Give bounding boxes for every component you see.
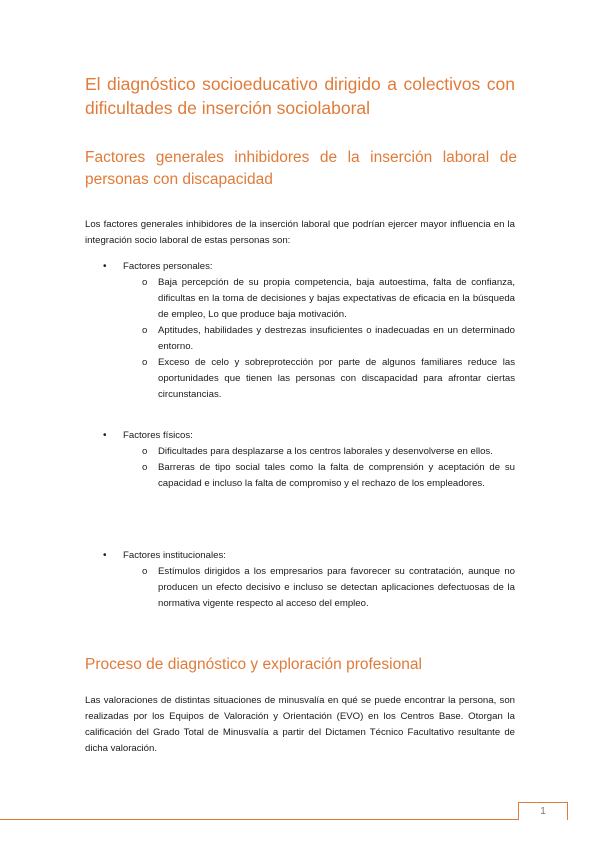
list-item-text: Baja percepción de su propia competencia, baja autoestima, falta de confianza, dificultas en la toma de decisiones y bajas expectativas de eficacia en la búsqueda de empleo, Lo que produce baja motivación. — [158, 277, 515, 320]
sub-bullet-marker: o — [142, 277, 148, 288]
category-label: Factores personales: — [123, 261, 213, 272]
list-item — [85, 444, 515, 460]
section-heading-proceso: Proceso de diagnóstico y exploración profesional — [85, 656, 422, 673]
section-heading-factores: Factores generales inhibidores de la inserción laboral de personas con discapacidad — [85, 149, 517, 188]
sub-bullet-marker: o — [142, 446, 148, 457]
sub-item-list — [85, 444, 515, 492]
list-item-text: Barreras de tipo social tales como la falta de comprensión y aceptación de su capacidad e incluso la falta de compromiso y el rechazo de los empleadores. — [158, 462, 515, 489]
intro-paragraph: Los factores generales inhibidores de la inserción laboral que podrían ejercer mayor influencia en la integración socio laboral de estas personas son: — [85, 219, 515, 246]
list-item — [85, 460, 515, 492]
category-personales — [85, 259, 515, 403]
list-item — [85, 355, 515, 403]
bullet-marker: • — [103, 550, 107, 561]
document-title: El diagnóstico socioeducativo dirigido a colectivos con dificultades de inserción sociolaboral — [85, 74, 515, 118]
category-label: Factores institucionales: — [123, 550, 226, 561]
sub-bullet-marker: o — [142, 325, 148, 336]
category-label: Factores físicos: — [123, 430, 193, 441]
list-item — [85, 275, 515, 323]
sub-bullet-marker: o — [142, 566, 148, 577]
list-item — [85, 323, 515, 355]
list-item-text: Aptitudes, habilidades y destrezas insuficientes o inadecuadas en un determinado entorno. — [158, 325, 515, 352]
sub-bullet-marker: o — [142, 462, 148, 473]
sub-item-list — [85, 564, 515, 612]
sub-item-list — [85, 275, 515, 403]
bullet-marker: • — [103, 261, 107, 272]
category-institucionales — [85, 548, 515, 612]
page-number: 1 — [540, 806, 546, 817]
list-item-text: Dificultades para desplazarse a los centros laborales y desenvolverse en ellos. — [158, 446, 493, 457]
category-fisicos — [85, 428, 515, 492]
body-paragraph: Las valoraciones de distintas situaciones de minusvalía en qué se puede encontrar la persona, son realizadas por los Equipos de Valoración y Orientación (EVO) en los Centros Base. Otorgan la calificación del Grado Total de Minusvalía a partir del Dictamen Técnico Facultativo resultante de dicha valoración. — [85, 695, 515, 754]
list-item-text: Estímulos dirigidos a los empresarios para favorecer su contratación, aunque no producen un efecto decisivo e incluso se detectan aplicaciones defectuosas de la normativa vigente respecto al acceso del empleo. — [158, 566, 515, 609]
list-item — [85, 564, 515, 612]
sub-bullet-marker: o — [142, 357, 148, 368]
list-item-text: Exceso de celo y sobreprotección por parte de algunos familiares reduce las oportunidades que tienen las personas con discapacidad para afrontar ciertas circunstancias. — [158, 357, 515, 400]
footer-rule — [0, 819, 518, 820]
bullet-marker: • — [103, 430, 107, 441]
